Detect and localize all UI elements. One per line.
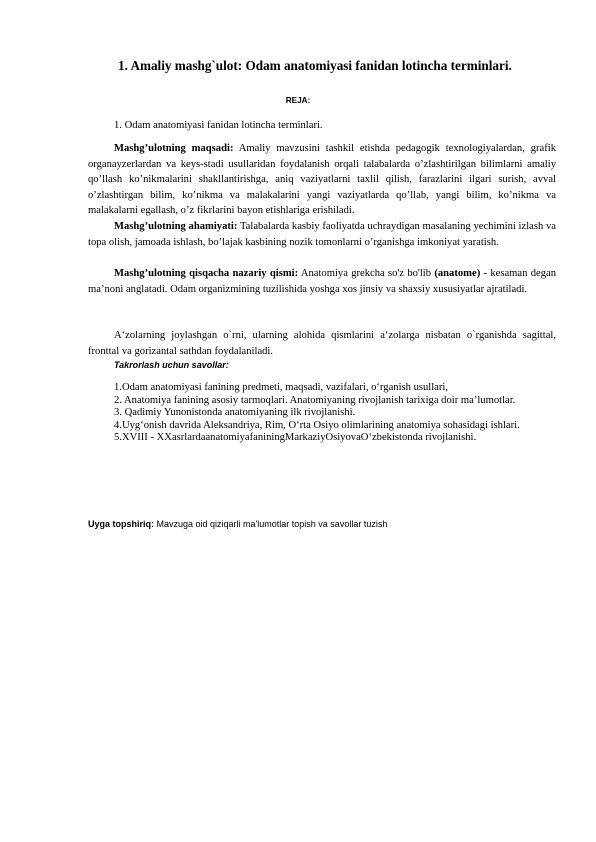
theory-paragraph: [88, 266, 556, 297]
homework-label: Uyga topshiriq:: [88, 519, 155, 529]
theory-text-continued: kesaman degan ma’noni anglatadi. Odam organizmining tuzilishida yoshga xos jinsiy va shaxsiy xususiyatlar ajratiladi.: [88, 268, 556, 295]
page-title: 1. Amaliy mashg`ulot: Odam anatomiyasi fanidan lotincha terminlari.: [118, 58, 512, 73]
planes-paragraph: A‘zolarning joylashgan o`rni, ularning alohida qismlarini a‘zolarga nisbatan o`rganishda sagittal, fronttal va gorizantal sathdan foydalaniladi.: [88, 330, 556, 357]
importance-label: Mashg’ulotning ahamiyati:: [114, 221, 238, 232]
question-item: 5.XVIII - XXasrlardaanatomiyafaniningMarkaziyOsiyovaO‘zbekistonda rivojlanishi.: [114, 432, 477, 444]
question-item: 2. Anatomiya fanining asosiy tarmoqlari. Anatomiyaning rivojlanish tarixiga doir ma’lumotlar.: [114, 394, 516, 406]
homework-line: [88, 519, 387, 529]
review-questions-heading: Takrorlash uchun savollar:: [114, 360, 229, 370]
review-questions-list: [88, 382, 556, 445]
importance-paragraph: [88, 219, 556, 250]
goal-text: Amaliy mavzusini tashkil etishda pedagogik texnologiyalardan, grafik organayzerlardan va keys-stadi usullaridan foydalanish orqali talabalarda o’zlashtirilgan bilimlarni amaliy qo’llash ko’nikmalarini shakllantirishga, aniq vaziyatlarni taxlil qilish, farazlarini ilgari surish, avval o’zlashtirgan bilim, ko’nikma va malakalarini yangi vaziyatlarda qo’llab, yangi bilim, ko’nikma va malakalarni egallash, o’z fikrlarini bayon etishlariga erishiladi.: [88, 143, 556, 217]
goal-paragraph: [88, 141, 556, 219]
theory-text: Anatomiya grekcha so'z bo'lib: [298, 268, 435, 279]
question-item: 3. Qadimiy Yunonistonda anatomiyaning ilk rivojlanishi.: [114, 407, 356, 419]
importance-text: Talabalarda kasbiy faoliyatda uchraydigan masalaning yechimini izlash va topa olish, jamoada ishlash, bo’lajak kasbining nozik tomonlarni o’rganishga imkoniyat yaratish.: [88, 221, 556, 248]
homework-text: Mavzuga oid qiziqarli ma'lumotlar topish va savollar tuzish: [154, 519, 388, 529]
theory-term: (anatome) -: [434, 268, 488, 279]
plan-heading: REJA:: [285, 96, 311, 105]
plan-item: 1. Odam anatomiyasi fanidan lotincha terminlari.: [114, 120, 323, 131]
theory-label: Mashg’ulotning qisqacha nazariy qismi:: [114, 268, 299, 279]
question-item: 4.Uyg‘onish davrida Aleksandriya, Rim, O‘rta Osiyo olimlarining anatomiya sohasidagi ishlari.: [114, 419, 520, 431]
goal-label: Mashg’ulotning maqsadi:: [114, 143, 234, 154]
question-item: 1.Odam anatomiyasi fanining predmeti, maqsadi, vazifalari, o‘rganish usullari,: [114, 382, 449, 393]
